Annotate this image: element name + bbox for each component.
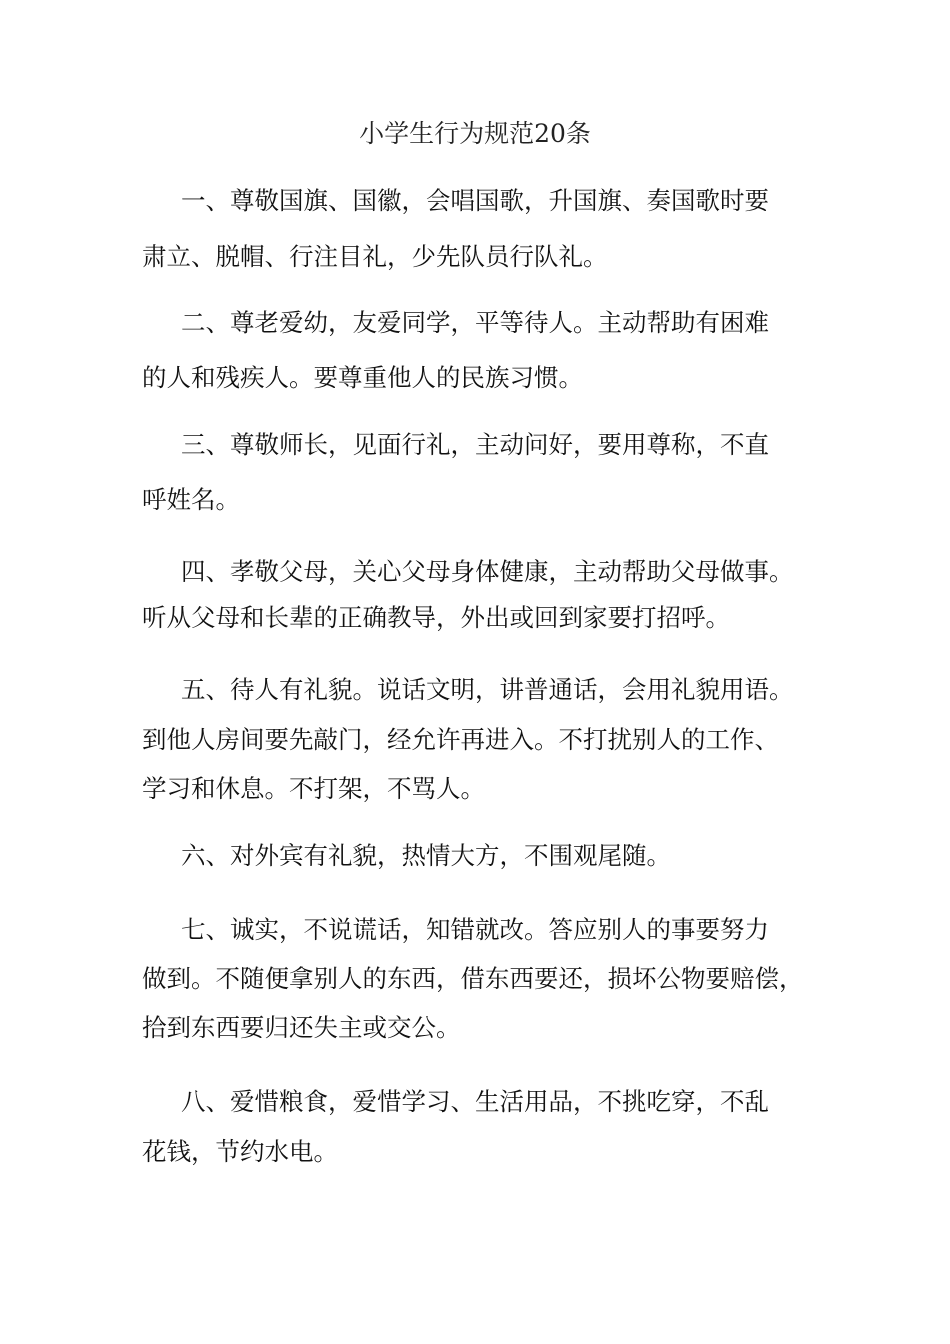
rule-2-line-1: 二、尊老爱幼，友爱同学，平等待人。主动帮助有困难 <box>181 308 769 337</box>
rule-4-line-2: 听从父母和长辈的正确教导，外出或回到家要打招呼。 <box>142 603 730 632</box>
rule-3-line-2: 呼姓名。 <box>142 485 240 514</box>
rule-8-line-1: 八、爱惜粮食，爱惜学习、生活用品，不挑吃穿，不乱 <box>181 1087 769 1116</box>
rule-6-line-1: 六、对外宾有礼貌，热情大方，不围观尾随。 <box>181 841 671 870</box>
rule-2-line-2: 的人和残疾人。要尊重他人的民族习惯。 <box>142 363 583 392</box>
rule-5-line-1: 五、待人有礼貌。说话文明，讲普通话，会用礼貌用语。 <box>181 675 794 704</box>
rule-7-line-1: 七、诚实，不说谎话，知错就改。答应别人的事要努力 <box>181 915 769 944</box>
document-title: 小学生行为规范20条 <box>359 119 591 148</box>
rule-7-line-2: 做到。不随便拿别人的东西，借东西要还，损坏公物要赔偿， <box>142 964 804 993</box>
rule-1-line-1: 一、尊敬国旗、国徽，会唱国歌，升国旗、奏国歌时要 <box>181 186 769 215</box>
rule-7-line-3: 拾到东西要归还失主或交公。 <box>142 1013 461 1042</box>
rule-1-line-2: 肃立、脱帽、行注目礼，少先队员行队礼。 <box>142 242 608 271</box>
rule-5-line-2: 到他人房间要先敲门，经允许再进入。不打扰别人的工作、 <box>142 725 779 754</box>
rule-3-line-1: 三、尊敬师长，见面行礼，主动问好，要用尊称，不直 <box>181 430 769 459</box>
rule-8-line-2: 花钱，节约水电。 <box>142 1137 338 1166</box>
rule-4-line-1: 四、孝敬父母，关心父母身体健康，主动帮助父母做事。 <box>181 557 794 586</box>
rule-5-line-3: 学习和休息。不打架，不骂人。 <box>142 774 485 803</box>
